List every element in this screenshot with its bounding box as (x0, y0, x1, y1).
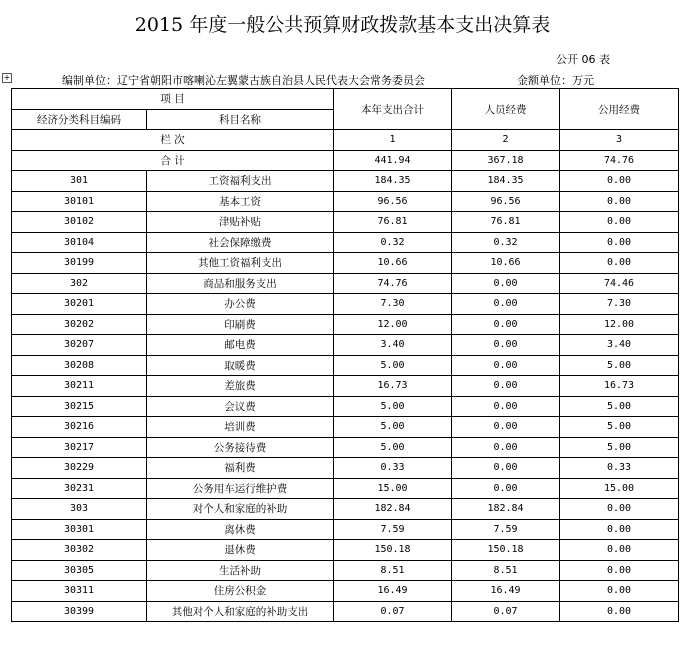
row-personnel: 150.18 (452, 540, 560, 561)
row-personnel: 0.07 (452, 601, 560, 622)
summary-row (12, 150, 679, 171)
row-personnel: 0.00 (452, 437, 560, 458)
row-personnel: 96.56 (452, 191, 560, 212)
table-row (12, 191, 679, 212)
seq-label: 栏 次 (12, 130, 334, 151)
row-total: 184.35 (334, 171, 452, 192)
row-public: 0.00 (560, 560, 679, 581)
row-name: 其他工资福利支出 (147, 253, 334, 274)
row-name: 其他对个人和家庭的补助支出 (147, 601, 334, 622)
row-total: 182.84 (334, 499, 452, 520)
row-code: 30199 (12, 253, 147, 274)
report-title: 2015 年度一般公共预算财政拨款基本支出决算表 (134, 14, 551, 36)
row-public: 0.33 (560, 458, 679, 479)
row-code: 30399 (12, 601, 147, 622)
row-personnel: 0.00 (452, 314, 560, 335)
org-label: 编制单位：辽宁省朝阳市喀喇沁左翼蒙古族自治县人民代表大会常务委员会 (62, 74, 425, 87)
row-name: 办公费 (147, 294, 334, 315)
row-personnel: 8.51 (452, 560, 560, 581)
table-row (12, 540, 679, 561)
row-code: 30208 (12, 355, 147, 376)
row-personnel: 0.00 (452, 355, 560, 376)
row-personnel: 0.00 (452, 417, 560, 438)
table-row (12, 273, 679, 294)
row-public: 0.00 (560, 581, 679, 602)
name-header: 科目名称 (147, 109, 334, 130)
header-row-1 (12, 89, 679, 110)
row-code: 30231 (12, 478, 147, 499)
row-name: 培训费 (147, 417, 334, 438)
row-total: 10.66 (334, 253, 452, 274)
row-name: 公务接待费 (147, 437, 334, 458)
row-name: 离休费 (147, 519, 334, 540)
row-code: 30217 (12, 437, 147, 458)
row-code: 301 (12, 171, 147, 192)
row-personnel: 0.00 (452, 294, 560, 315)
personnel-header: 人员经费 (452, 89, 560, 130)
row-public: 0.00 (560, 253, 679, 274)
row-total: 76.81 (334, 212, 452, 233)
summary-label: 合 计 (12, 150, 334, 171)
row-total: 0.07 (334, 601, 452, 622)
row-public: 0.00 (560, 519, 679, 540)
row-name: 印刷费 (147, 314, 334, 335)
row-total: 74.76 (334, 273, 452, 294)
row-code: 30301 (12, 519, 147, 540)
row-total: 150.18 (334, 540, 452, 561)
row-name: 基本工资 (147, 191, 334, 212)
row-name: 取暖费 (147, 355, 334, 376)
row-public: 0.00 (560, 499, 679, 520)
row-total: 3.40 (334, 335, 452, 356)
row-name: 退休费 (147, 540, 334, 561)
row-total: 5.00 (334, 437, 452, 458)
row-public: 0.00 (560, 232, 679, 253)
table-row (12, 519, 679, 540)
row-code: 30305 (12, 560, 147, 581)
row-total: 5.00 (334, 417, 452, 438)
row-total: 7.30 (334, 294, 452, 315)
row-personnel: 7.59 (452, 519, 560, 540)
expenditure-table (11, 88, 679, 622)
row-total: 12.00 (334, 314, 452, 335)
row-total: 5.00 (334, 396, 452, 417)
row-code: 30201 (12, 294, 147, 315)
row-personnel: 184.35 (452, 171, 560, 192)
public-header: 公用经费 (560, 89, 679, 130)
item-group-header: 项 目 (12, 89, 334, 110)
table-row (12, 212, 679, 233)
row-name: 商品和服务支出 (147, 273, 334, 294)
row-total: 0.32 (334, 232, 452, 253)
table-row (12, 232, 679, 253)
row-total: 15.00 (334, 478, 452, 499)
table-row (12, 437, 679, 458)
row-code: 30302 (12, 540, 147, 561)
row-public: 5.00 (560, 417, 679, 438)
row-public: 7.30 (560, 294, 679, 315)
table-row (12, 560, 679, 581)
row-name: 对个人和家庭的补助 (147, 499, 334, 520)
row-public: 74.46 (560, 273, 679, 294)
table-row (12, 294, 679, 315)
table-row (12, 314, 679, 335)
row-public: 15.00 (560, 478, 679, 499)
row-personnel: 0.32 (452, 232, 560, 253)
row-code: 30101 (12, 191, 147, 212)
row-code: 30202 (12, 314, 147, 335)
row-total: 96.56 (334, 191, 452, 212)
row-personnel: 76.81 (452, 212, 560, 233)
row-total: 16.73 (334, 376, 452, 397)
row-personnel: 182.84 (452, 499, 560, 520)
total-header: 本年支出合计 (334, 89, 452, 130)
row-personnel: 0.00 (452, 376, 560, 397)
row-public: 5.00 (560, 437, 679, 458)
row-personnel: 16.49 (452, 581, 560, 602)
table-anchor-icon[interactable]: + (3, 73, 11, 82)
row-code: 30211 (12, 376, 147, 397)
row-personnel: 0.00 (452, 273, 560, 294)
row-code: 30311 (12, 581, 147, 602)
row-name: 生活补助 (147, 560, 334, 581)
row-code: 30229 (12, 458, 147, 479)
table-row (12, 376, 679, 397)
summary-public: 74.76 (560, 150, 679, 171)
row-name: 福利费 (147, 458, 334, 479)
row-code: 30104 (12, 232, 147, 253)
row-code: 30215 (12, 396, 147, 417)
row-name: 差旅费 (147, 376, 334, 397)
seq-row (12, 130, 679, 151)
row-total: 5.00 (334, 355, 452, 376)
row-name: 工资福利支出 (147, 171, 334, 192)
row-name: 津贴补贴 (147, 212, 334, 233)
summary-personnel: 367.18 (452, 150, 560, 171)
row-code: 302 (12, 273, 147, 294)
unit-label: 金额单位：万元 (517, 74, 594, 87)
seq-2: 2 (452, 130, 560, 151)
row-total: 16.49 (334, 581, 452, 602)
row-public: 5.00 (560, 355, 679, 376)
table-row (12, 355, 679, 376)
row-code: 30216 (12, 417, 147, 438)
row-name: 会议费 (147, 396, 334, 417)
table-row (12, 253, 679, 274)
row-name: 邮电费 (147, 335, 334, 356)
row-personnel: 0.00 (452, 396, 560, 417)
row-code: 30102 (12, 212, 147, 233)
row-public: 3.40 (560, 335, 679, 356)
row-total: 0.33 (334, 458, 452, 479)
table-row (12, 499, 679, 520)
table-row (12, 601, 679, 622)
row-public: 0.00 (560, 540, 679, 561)
row-public: 0.00 (560, 171, 679, 192)
row-personnel: 0.00 (452, 458, 560, 479)
row-public: 12.00 (560, 314, 679, 335)
row-public: 0.00 (560, 601, 679, 622)
table-row (12, 581, 679, 602)
seq-1: 1 (334, 130, 452, 151)
row-total: 8.51 (334, 560, 452, 581)
table-row (12, 335, 679, 356)
row-public: 0.00 (560, 191, 679, 212)
row-code: 303 (12, 499, 147, 520)
row-name: 公务用车运行维护费 (147, 478, 334, 499)
table-row (12, 171, 679, 192)
row-code: 30207 (12, 335, 147, 356)
row-personnel: 0.00 (452, 335, 560, 356)
code-header: 经济分类科目编码 (12, 109, 147, 130)
row-personnel: 10.66 (452, 253, 560, 274)
seq-3: 3 (560, 130, 679, 151)
row-name: 住房公积金 (147, 581, 334, 602)
summary-total: 441.94 (334, 150, 452, 171)
table-row (12, 478, 679, 499)
row-public: 0.00 (560, 212, 679, 233)
row-public: 16.73 (560, 376, 679, 397)
form-number: 公开 06 表 (556, 53, 610, 66)
table-row (12, 417, 679, 438)
row-total: 7.59 (334, 519, 452, 540)
row-personnel: 0.00 (452, 478, 560, 499)
row-name: 社会保障缴费 (147, 232, 334, 253)
table-row (12, 458, 679, 479)
row-public: 5.00 (560, 396, 679, 417)
table-row (12, 396, 679, 417)
